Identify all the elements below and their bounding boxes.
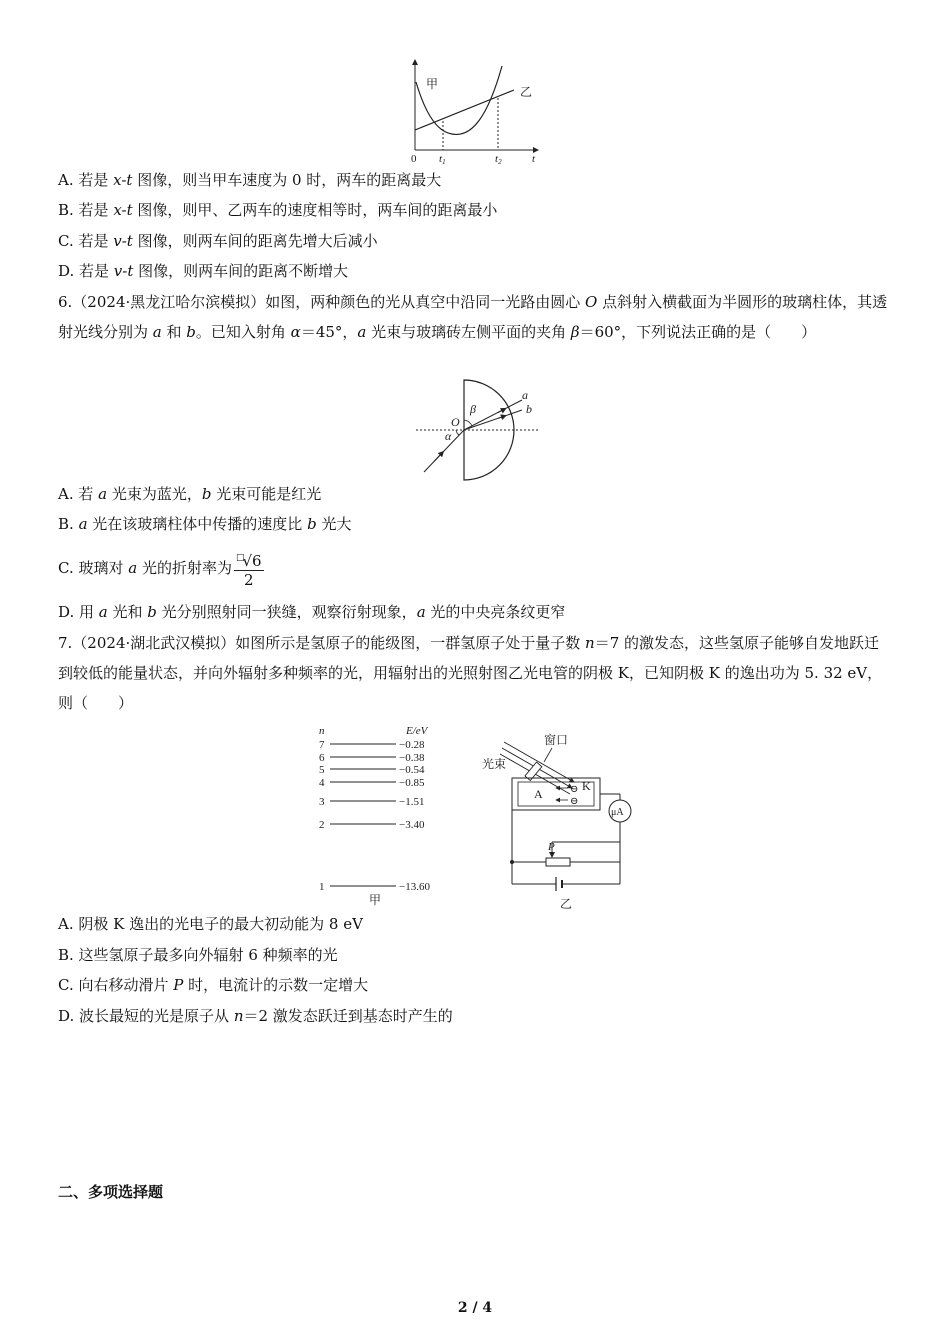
- header-E: E/eV: [406, 725, 428, 737]
- label-a: a: [522, 388, 528, 402]
- level-5: [319, 764, 425, 776]
- ray-b-arrow: [498, 416, 504, 418]
- level-1: [319, 881, 430, 893]
- t-axis-label: t: [532, 153, 536, 165]
- t2-label: t2: [495, 153, 502, 166]
- svg-text:6: 6: [319, 752, 325, 764]
- q6-stem: 6.（2024·黑龙江哈尔滨模拟）如图，两种颜色的光从真空中沿同一光路由圆心 O 点斜射入横截面为半圆形的玻璃柱体，其透射光线分别为 a 和 b。已知入射角 α＝45°，a 光束与玻璃砖左侧平面的夹角 β＝60°，下列说法正确的是（ ）: [58, 293, 888, 341]
- ray-a-arrow: [498, 409, 504, 412]
- level-2: [319, 819, 425, 831]
- q5-option-c[interactable]: C. 若是 v-t 图像，则两车间的距离先增大后减小: [58, 232, 378, 250]
- rheostat: [546, 858, 570, 866]
- anode-label: A: [534, 787, 543, 801]
- q6-option-a[interactable]: A. 若 a 光束为蓝光，b 光束可能是红光: [58, 485, 322, 503]
- q7-stem: 7.（2024·湖北武汉模拟）如图所示是氢原子的能级图，一群氢原子处于量子数 n＝7 的激发态，这些氢原子能够自发地跃迁到较低的能量状态，并向外辐射多种频率的光，用辐射出的光照射图乙光电管的阴极 K，已知阴极 K 的逸出功为 5. 32 eV，则（ ）: [58, 634, 883, 712]
- svg-text:1: 1: [319, 881, 325, 893]
- q5-option-a[interactable]: A. 若是 x-t 图像，则当甲车速度为 0 时，两车的距离最大: [58, 171, 442, 189]
- line-yi: [415, 90, 514, 130]
- q6-option-d[interactable]: D. 用 a 光和 b 光分别照射同一狭缝，观察衍射现象，a 光的中央亮条纹更窄: [58, 603, 566, 621]
- label-jia-fig: 甲: [369, 893, 382, 907]
- meter-label: μA: [611, 807, 624, 818]
- level-6: [319, 752, 425, 764]
- svg-text:−0.28: −0.28: [399, 739, 425, 751]
- label-jia: 甲: [426, 77, 439, 91]
- slider-label: P: [548, 841, 555, 853]
- svg-text:−0.54: −0.54: [399, 764, 425, 776]
- svg-text:3: 3: [319, 796, 325, 808]
- svg-text:−0.85: −0.85: [399, 777, 425, 789]
- t1-label: t1: [439, 153, 446, 166]
- alpha-arc: [456, 430, 459, 435]
- section-title: 二、多项选择题: [58, 1183, 164, 1201]
- level-7: [319, 739, 425, 751]
- q6-option-c[interactable]: C. 玻璃对 a 光的折射率为 $\frac{^□√6}{2}$: [58, 548, 264, 589]
- level-4: [319, 777, 425, 789]
- label-O: O: [451, 415, 460, 429]
- level-3: [319, 796, 424, 808]
- electron-2: ⊖: [570, 796, 579, 807]
- svg-text:5: 5: [319, 764, 325, 776]
- label-beta: β: [470, 402, 476, 416]
- motion-graph-figure: [400, 56, 550, 168]
- incident-arrow: [434, 453, 442, 462]
- photoelectric-circuit-figure: [478, 724, 638, 914]
- electron-1: ⊖: [570, 784, 579, 795]
- cathode-label: K: [582, 779, 591, 793]
- q7-option-d[interactable]: D. 波长最短的光是原子从 n＝2 激发态跃迁到基态时产生的: [58, 1007, 453, 1025]
- label-alpha: α: [445, 429, 452, 443]
- origin-label: 0: [411, 153, 417, 165]
- svg-text:−1.51: −1.51: [399, 796, 425, 808]
- energy-level-diagram: [312, 718, 462, 910]
- svg-text:−13.60: −13.60: [399, 881, 430, 893]
- page-number: 2 / 4: [457, 1300, 493, 1316]
- glass-refraction-figure: [412, 376, 552, 482]
- svg-text:4: 4: [319, 777, 325, 789]
- q7-option-c[interactable]: C. 向右移动滑片 P 时，电流计的示数一定增大: [58, 976, 369, 994]
- svg-text:2: 2: [319, 819, 325, 831]
- refractive-index-fraction: $\frac{^□√6}{2}$: [234, 549, 264, 589]
- q6-option-b[interactable]: B. a 光在该玻璃柱体中传播的速度比 b 光大: [58, 515, 352, 533]
- svg-text:−3.40: −3.40: [399, 819, 425, 831]
- q5-option-b[interactable]: B. 若是 x-t 图像，则甲、乙两车的速度相等时，两车间的距离最小: [58, 201, 498, 219]
- q5-option-d[interactable]: D. 若是 v-t 图像，则两车间的距离不断增大: [58, 262, 349, 280]
- incident-ray: [424, 430, 464, 472]
- svg-text:−0.38: −0.38: [399, 752, 425, 764]
- label-b: b: [526, 402, 532, 416]
- window-pointer: [544, 748, 552, 762]
- q7-option-b[interactable]: B. 这些氢原子最多向外辐射 6 种频率的光: [58, 946, 338, 964]
- header-n: n: [319, 725, 325, 737]
- beta-arc: [464, 420, 472, 426]
- window-label: 窗口: [544, 733, 569, 747]
- svg-text:7: 7: [319, 739, 325, 751]
- q7-option-a[interactable]: A. 阴极 K 逸出的光电子的最大初动能为 8 eV: [58, 915, 363, 933]
- beam-label: 光束: [482, 757, 507, 771]
- label-yi: 乙: [520, 85, 533, 99]
- label-yi-fig: 乙: [560, 897, 573, 911]
